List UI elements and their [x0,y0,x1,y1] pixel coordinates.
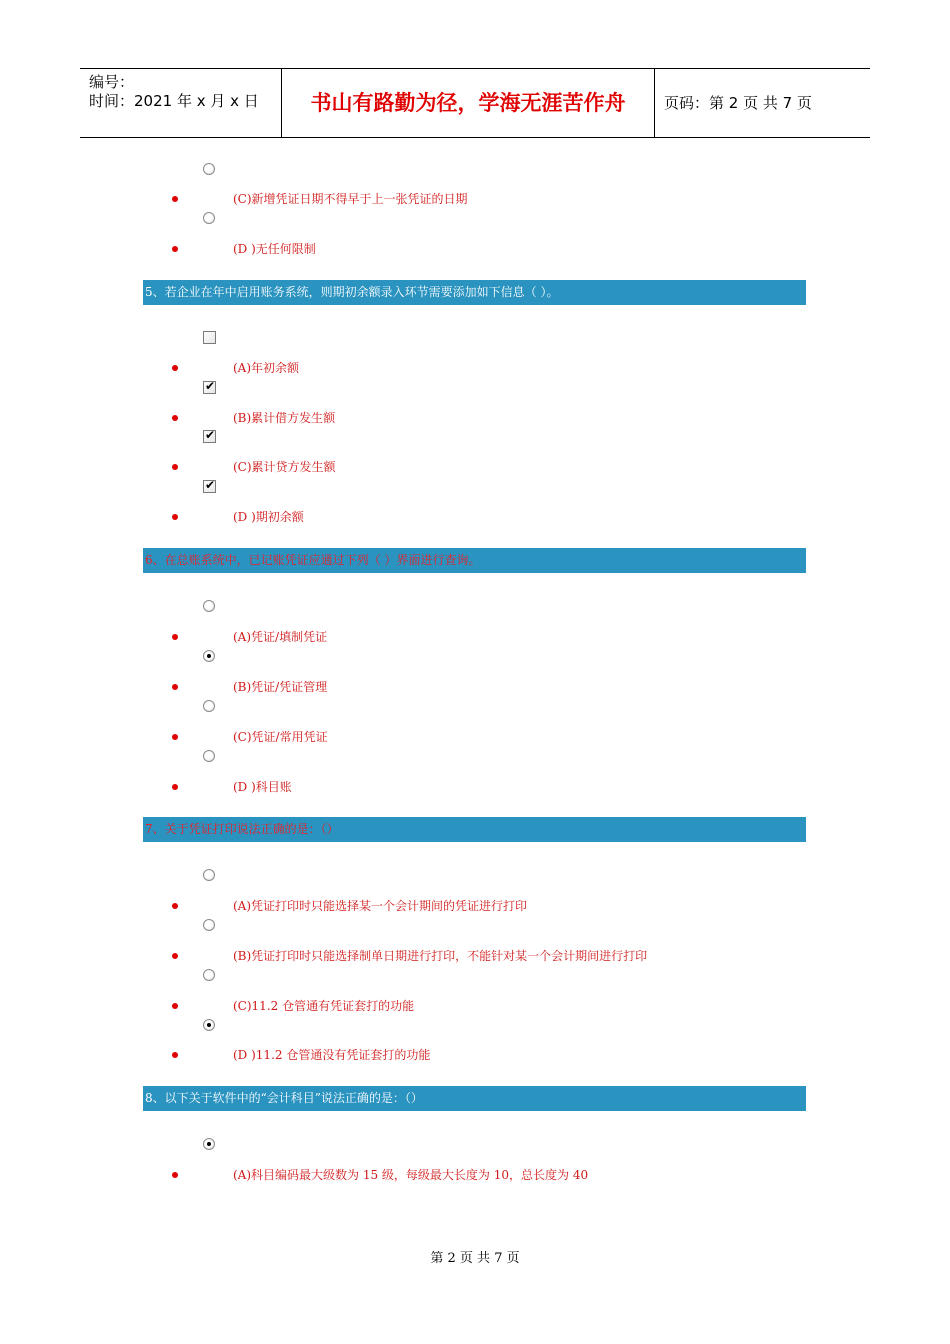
radio-q7-a[interactable] [203,869,215,881]
radio-q7-b[interactable] [203,919,215,931]
page-footer: 第 2 页 共 7 页 [430,1251,520,1266]
option-q8-a: (A)科目编码最大级数为 15 级，每级最大长度为 10，总长度为 40 [233,1168,589,1182]
option-q5-b: (B)累计借方发生额 [233,411,336,425]
option-q6-c: (C)凭证/常用凭证 [233,730,328,744]
option-q4-c: (C)新增凭证日期不得早于上一张凭证的日期 [233,192,468,206]
number-label: 编号： [89,73,135,91]
header-motto: 书山有路勤为径，学海无涯苦作舟 [282,69,655,137]
page-header [80,68,870,138]
option-q4-d: (D )无任何限制 [233,242,316,256]
radio-q6-d[interactable] [203,750,215,762]
bullet-icon [172,415,178,421]
bullet-icon [172,784,178,790]
option-q5-d: (D )期初余额 [233,510,304,524]
bullet-icon [172,464,178,470]
option-q6-a: (A)凭证/填制凭证 [233,630,328,644]
checkbox-q5-a[interactable] [203,331,216,344]
bullet-icon [172,953,178,959]
radio-q7-d[interactable] [203,1019,215,1031]
question-8: 8、以下关于软件中的“会计科目”说法正确的是：（） [143,1086,806,1111]
radio-q6-a[interactable] [203,600,215,612]
bullet-icon [172,1003,178,1009]
radio-q6-b[interactable] [203,650,215,662]
checkbox-q5-d[interactable] [203,480,216,493]
option-q6-d: (D )科目账 [233,780,292,794]
time-label: 时间：2021 年 x 月 x 日 [89,92,259,110]
question-6: 6、在总账系统中，已记账凭证应通过下列（ ）界面进行查询。 [143,548,806,573]
header-info-cell [80,69,282,137]
radio-q8-a[interactable] [203,1138,215,1150]
option-q7-b: (B)凭证打印时只能选择制单日期进行打印，不能针对某一个会计期间进行打印 [233,949,648,963]
bullet-icon [172,1172,178,1178]
check-icon: ✔ [205,379,216,393]
question-5: 5、若企业在年中启用账务系统，则期初余额录入环节需要添加如下信息（ ）。 [143,280,806,305]
option-q5-a: (A)年初余额 [233,361,300,375]
bullet-icon [172,196,178,202]
checkbox-q5-c[interactable] [203,430,216,443]
bullet-icon [172,734,178,740]
radio-q6-c[interactable] [203,700,215,712]
radio-q7-c[interactable] [203,969,215,981]
checkbox-q5-b[interactable] [203,381,216,394]
bullet-icon [172,903,178,909]
bullet-icon [172,246,178,252]
check-icon: ✔ [205,478,216,492]
bullet-icon [172,684,178,690]
option-q7-a: (A)凭证打印时只能选择某一个会计期间的凭证进行打印 [233,899,528,913]
question-7: 7、关于凭证打印说法正确的是：（） [143,817,806,842]
bullet-icon [172,1052,178,1058]
bullet-icon [172,365,178,371]
bullet-icon [172,514,178,520]
option-q6-b: (B)凭证/凭证管理 [233,680,328,694]
option-q5-c: (C)累计贷方发生额 [233,460,336,474]
radio-q4-c[interactable] [203,163,215,175]
option-q7-c: (C)11.2 仓管通有凭证套打的功能 [233,999,415,1013]
check-icon: ✔ [205,428,216,442]
radio-q4-d[interactable] [203,212,215,224]
header-page-label: 页码：第 2 页 共 7 页 [664,94,812,112]
option-q7-d: (D )11.2 仓管通没有凭证套打的功能 [233,1048,431,1062]
bullet-icon [172,634,178,640]
